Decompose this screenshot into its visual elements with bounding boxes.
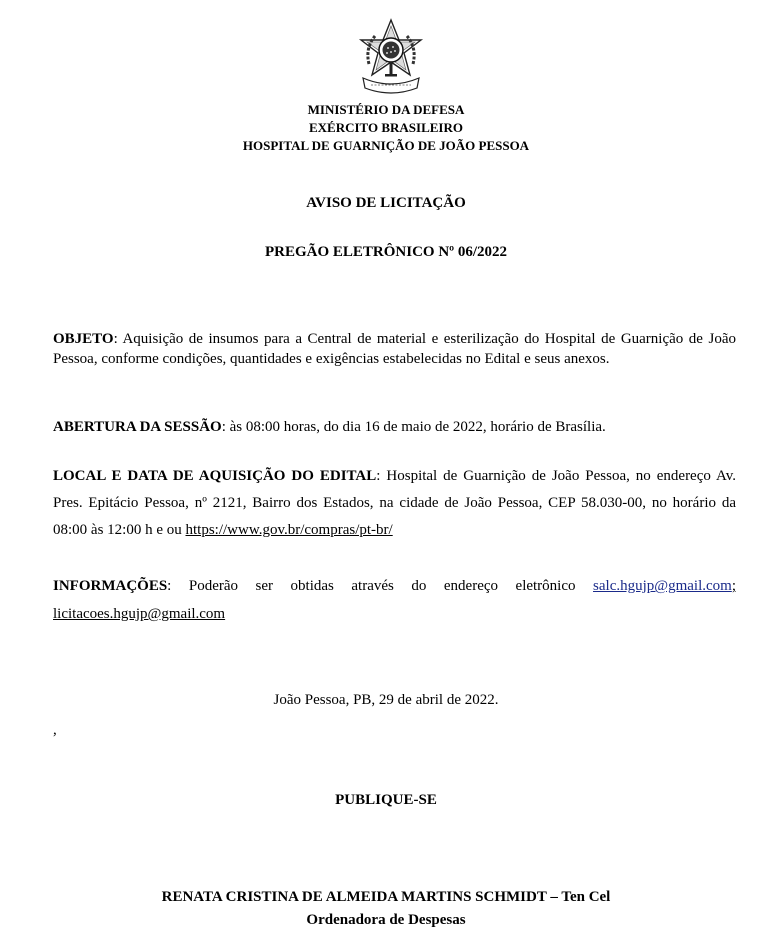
abertura-text: : às 08:00 horas, do dia 16 de maio de 2022, horário de Brasília.	[221, 419, 606, 435]
place-date: João Pessoa, PB, 29 de abril de 2022.	[273, 692, 499, 708]
informacoes-text: : Poderão ser obtidas através do endereço eletrônico	[167, 578, 594, 594]
paragraph-informacoes	[53, 572, 736, 628]
signatory-role: Ordenadora de Despesas	[306, 912, 466, 928]
coat-of-arms-seal	[357, 18, 425, 98]
email-separator: ;	[731, 578, 736, 594]
stray-comma: ,	[53, 722, 57, 738]
header-ministry: MINISTÉRIO DA DEFESA	[307, 102, 465, 117]
objeto-text: : Aquisição de insumos para a Central de material e esterilização do Hospital de Guarnição de João Pessoa, conforme condições, quantidades e exigências estabelecidas no Edital e seus anexos.	[53, 331, 736, 367]
local-label: LOCAL E DATA DE AQUISIÇÃO DO EDITAL	[53, 468, 377, 484]
compras-link[interactable]: https://www.gov.br/compras/pt-br/	[185, 522, 393, 538]
local-text: : Hospital de Guarnição de João Pessoa, no endereço Av. Pres. Epitácio Pessoa, nº 2121, Bairro dos Estados, na cidade de João Pessoa, CEP 58.030-00, no horário da 08:00 às 12:00 h e ou	[53, 468, 736, 538]
signatory-name: RENATA CRISTINA DE ALMEIDA MARTINS SCHMIDT – Ten Cel	[161, 889, 611, 905]
paragraph-objeto	[53, 329, 736, 369]
informacoes-label: INFORMAÇÕES	[53, 578, 168, 594]
paragraph-abertura	[53, 417, 736, 437]
notice-subtitle: PREGÃO ELETRÔNICO Nº 06/2022	[264, 244, 508, 260]
email-link-licitacoes[interactable]: licitacoes.hgujp@gmail.com	[53, 606, 226, 622]
publique-se: PUBLIQUE-SE	[335, 792, 437, 808]
email-link-salc[interactable]: salc.hgujp@gmail.com	[593, 578, 732, 594]
header-army: EXÉRCITO BRASILEIRO	[308, 120, 463, 135]
header-hospital: HOSPITAL DE GUARNIÇÃO DE JOÃO PESSOA	[242, 138, 530, 153]
objeto-label: OBJETO	[53, 331, 114, 347]
abertura-label: ABERTURA DA SESSÃO	[53, 419, 222, 435]
paragraph-local	[53, 463, 736, 544]
notice-title: AVISO DE LICITAÇÃO	[306, 195, 466, 211]
